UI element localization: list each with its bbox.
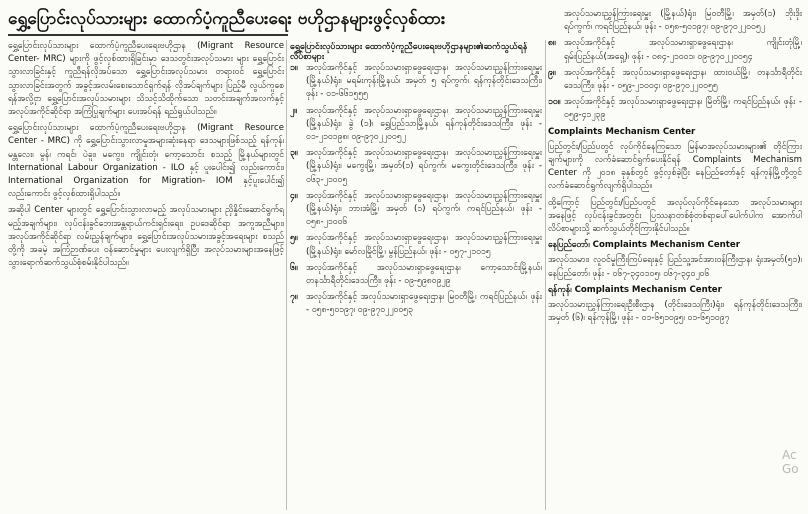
address-list-heading: ရွှေ့ပြောင်းလုပ်သားများ ထောက်ပံ့ကူညီပေးရေးဗဟိုဌာနများ၏ဆက်သွယ်ရန် လိပ်စာများ xyxy=(290,42,528,62)
column-divider xyxy=(286,40,287,510)
intro-paragraph: ရွှေ့ပြောင်းလုပ်သားများ ထောက်ပံ့ကူညီပေးရေးဗဟိုဌာန (Migrant Resource Center - MRC) ကို ရွှေ့ပြောင်းသွားလာမှုအများဆုံးနေရာ ဒေသများဖြစ်သည့် ရန်ကုန်၊ မန္တလေး၊ မွန်၊ ကရင်၊ ပဲခူး၊ မကွေး၊ ကျိုင်းတုံ၊ ကော့သောင်း စသည့် မြို့နယ်များတွင် International Labour Organization - ILO နှင့် ပူးပေါင်း၍ လည်းကောင်း၊ International Organization for Migration- IOM နှင့်ပူးပေါင်း၍ လည်းကောင်း ဖွင့်လှစ်ထားရှိပါသည်။ xyxy=(8,123,284,200)
entry-text: အလုပ်အကိုင်နှင့် အလုပ်သမားရှာဖွေရေးဌာန၊ အလုပ်သမားညွှန်ကြားရေးမှူး (မြို့နယ်)ရုံး၊ မော်လမြိုင်မြို့၊ မွန်ပြည်နယ်၊ ဖုန်း - ၀၅၇-၂၁၀၁၅ xyxy=(306,233,542,257)
headline-rule xyxy=(8,34,288,36)
address-entry xyxy=(290,62,542,102)
entry-number: ၃။ xyxy=(290,148,298,159)
address-entry xyxy=(290,147,542,187)
intro-paragraph: ရွှေ့ပြောင်းလုပ်သားများ ထောက်ပံ့ကူညီပေးရေးဗဟိုဌာန (Migrant Resource Center- MRC) များကို ဖွင့်လှစ်ထားရှိခြင်းမှာ ဒေသတွင်းအလုပ်သမား များ ရွှေ့ပြောင်းသွားလာခြင်းနှင့် ကူညီရန်လိုအပ်သော ရွှေ့ပြောင်းအလုပ်သမား တရားဝင် ရွှေ့ပြောင်းသွားလာခြင်းအတွက် အခွင့်အလမ်းစေးသောင်ရှက်ရန် လိုအပ်ချက်များ ပြည့်မီ လွယ်ကူစေရန်အလို့ငှာ ရွှေ့ပြောင်းအလုပ်သမားများ သိသင့်သိထိုက်သော သတင်းအချက်အလက်နှင့် အလုပ်အကိုင်ဆိုင်ရာ အကြံပြုချက်များ ပေးအပ်ရန် ရည်ရွယ်ပါသည်။ xyxy=(8,41,284,118)
entry-text: အလုပ်အကိုင်နှင့် အလုပ်သမားရှာဖွေရေးဌာန၊ မြိတ်မြို့၊ ကရင်ပြည်နယ်၊ ဖုန်း - ၀၅၉-၄၁၂၃၉ xyxy=(564,97,802,121)
office-heading-yangon: ရန်ကုန်၊ Complaints Mechanism Center xyxy=(548,284,722,295)
address-entry xyxy=(548,8,802,34)
office-address-yangon: အလုပ်သမားညွှန်ကြားရေးဦးစီးဌာန (တိုင်းဒေသကြီး)ရုံး၊ ရန်ကုန်တိုင်းဒေသကြီး၊ အမှတ် (၆)၊ ရန်ကုန်မြို့၊ ဖုန်း - ၀၁-၆၅၁၀၉၅၊ ၀၁-၆၅၁၀၉၇ xyxy=(548,300,802,324)
address-entry xyxy=(290,262,542,288)
entry-text: အလုပ်အကိုင်နှင့် အလုပ်သမားရှာဖွေရေးဌာန၊ အလုပ်သမားညွှန်ကြားရေးမှူး (မြို့နယ်)ရုံး၊ ခွဲ (၁)၊ ရွှေပြည်သာမြို့နယ်၊ ရန်ကုန်တိုင်းဒေသကြီး၊ ဖုန်း - ၀၁-၂၁၀၁၉၈၊ ၀၉-၉၇၀၂၂၀၀၅၂ xyxy=(306,105,542,143)
activation-watermark: Ac Go xyxy=(782,448,799,476)
entry-text: အလုပ်အကိုင်နှင့် အလုပ်သမားရှာဖွေရေးဌာန၊ ထားဝယ်မြို့၊ တနင်္သာရီတိုင်းဒေသကြီး၊ ဖုန်း - ၀၅၉-၂၁၀၀၄၊ ၀၉-၉၇၀၂၂၀၀၅၅ xyxy=(564,67,802,92)
entry-number: ၁။ xyxy=(290,63,298,73)
entry-number: ၈။ xyxy=(548,38,556,49)
complaints-heading: Complaints Mechanism Center xyxy=(548,126,696,137)
entry-text: အလုပ်အကိုင်နှင့် အလုပ်သမားရှာဖွေရေးဌာန၊ အလုပ်သမားညွှန်ကြားရေးမှူး (မြို့နယ်)ရုံး၊ မရမ်းကုန်းမြို့နယ်၊ အမှတ် ၅ ရပ်ကွက်၊ ရန်ကုန်တိုင်းဒေသကြီး၊ ဖုန်း - ၀၁-၆၆၁၅၅၅ xyxy=(306,63,542,100)
entry-text: အလုပ်အကိုင်နှင့် အလုပ်သမားရှာဖွေရေးဌာန၊ မြဝတီမြို့၊ ကရင်ပြည်နယ်၊ ဖုန်း - ၀၅၈-၅၀၁၉၇၊ ၀၉-၉၇၀၂၂၀၀၅၃ xyxy=(306,292,542,316)
entry-number: ၁၀။ xyxy=(548,97,561,108)
page-headline: ရွှေ့ပြောင်းလုပ်သားများ ထောက်ပံ့ကူညီပေးရေး ဗဟိုဌာနများဖွင့်လှစ်ထား xyxy=(8,9,446,29)
entry-number: ၉။ xyxy=(548,67,556,78)
address-entry xyxy=(290,190,542,230)
entry-number: ၆။ xyxy=(290,262,298,273)
complaints-paragraph: ပြည်တွင်း/ပြည်ပတွင် လုပ်ကိုင်နေကြသော မြန်မာအလုပ်သမားများ၏ တိုင်ကြားချက်များကို လက်ခံဆောင်ရွက်ပေးနိုင်ရန် Complaints Mechanism Center ကို ၂၀၁၈ ခုနှစ်တွင် ဖွင့်လှစ်ခဲ့ပြီး နေပြည်တော်နှင့် ရန်ကုန်မြို့တို့တွင် လက်ခံဆောင်ရွက်လျက်ရှိပါသည်။ xyxy=(548,141,802,192)
column-divider xyxy=(545,40,546,510)
address-entry xyxy=(548,37,802,63)
address-entry xyxy=(548,96,802,122)
entry-text: အလုပ်အကိုင်နှင့် အလုပ်သမားရှာဖွေရေးဌာန၊ အလုပ်သမားညွှန်ကြားရေးမှူး (မြို့နယ်)ရုံး၊ မကွေးမြို့၊ အမှတ်(၁) ရပ်ကွက်၊ မကွေးတိုင်းဒေသကြီး၊ ဖုန်း - ၀၆၃-၂၁၀၀၅ xyxy=(306,148,542,185)
entry-text: အလုပ်သမားညွှန်ကြားရေးမှူး (မြို့နယ်)ရုံး၊ မြဝတီမြို့၊ အမှတ်(၁) ဘိုးဒိုးရပ်ကွက်၊ ကရင်ပြည်နယ်၊ ဖုန်း - ၀၅၈-၅၀၁၉၇၊ ၀၉-၉၇၀၂၂၀၀၅၂ xyxy=(564,9,802,33)
entry-number: ၂။ xyxy=(290,105,297,116)
complaints-paragraph: ထို့ကြောင့် ပြည်တွင်း/ပြည်ပတွင် အလုပ်လုပ်ကိုင်နေသော အလုပ်သမားများအနေဖြင့် လုပ်ငန်းခွင်အတွင်း ပြဿနာတစ်စုံတစ်ရာပေါ်ပေါက်ပါက အောက်ပါလိပ်စာများသို့ ဆက်သွယ်တိုင်ကြားနိုင်ပါသည်။ xyxy=(548,197,802,235)
office-address-naypyitaw: အလုပ်သမား၊ လူဝင်မှုကြီးကြပ်ရေးနှင့် ပြည်သူ့အင်အားဝန်ကြီးဌာန၊ ရုံးအမှတ်(၅၁)၊ နေပြည်တော်၊ ဖုန်း - ၀၆၇-၃၄၀၁၀၅၊ ၀၆၇-၃၄၀၂၀၆ xyxy=(548,255,802,279)
entry-text: အလုပ်အကိုင်နှင့် အလုပ်သမားရှာဖွေရေးဌာန၊ ကျိုင်းတုံမြို့၊ ရှမ်းပြည်နယ်(အရှေ့)၊ ဖုန်း - ၀၈၄-၂၁၀၀၁၊ ၀၉-၉၇၀၂၂၀၀၅၄ xyxy=(564,38,802,62)
address-entry xyxy=(290,291,542,317)
address-list-column xyxy=(290,62,542,510)
office-heading-naypyitaw: နေပြည်တော်၊ Complaints Mechanism Center xyxy=(548,240,740,251)
address-entry xyxy=(290,105,542,145)
entry-text: အလုပ်အကိုင်နှင့် အလုပ်သမားရှာဖွေရေးဌာန၊ ကော့သောင်းမြို့နယ်၊ တနင်္သာရီတိုင်းဒေသကြီး၊ ဖုန်း - ၀၉-၅၉၈၀၉၂၉ xyxy=(306,262,542,287)
address-entry xyxy=(548,67,802,93)
intro-column xyxy=(8,40,284,510)
intro-paragraph: အဆိုပါ Center များတွင် ရွှေ့ပြောင်းသွားလာမည့် အလုပ်သမားများ ညှိနှိုင်းဆောင်ရွက်ရမည့်အချက်များ၊ လုပ်ငန်းခွင်ဘေးအန္တရာယ်ကင်းရှင်းရေး၊ ဥပဒေဆိုင်ရာ အကူအညီများ၊ အလုပ်အကိုင်ဆိုင်ရာ လမ်းညွှန်ချက်များ၊ ရွှေ့ပြောင်းအလုပ်သမားအခွင့်အရေးများ စသည်တို့ကို အခမဲ့ အကြံဉာဏ်ပေး ဝန်ဆောင်မှုများ ပေးလျက်ရှိပြီး အလုပ်သမားများအနေဖြင့် သွားရောက်ဆက်သွယ်စုံစမ်းနိုင်ပါသည်။ xyxy=(8,205,284,269)
entry-number: ၄။ xyxy=(290,190,298,201)
entry-number: ၅။ xyxy=(290,233,298,244)
entry-number: ၇။ xyxy=(290,292,298,303)
entry-number xyxy=(548,8,564,34)
address-entry xyxy=(290,232,542,258)
right-column xyxy=(548,8,802,510)
entry-text: အလုပ်အကိုင်နှင့် အလုပ်သမားရှာဖွေရေးဌာန၊ အလုပ်သမားညွှန်ကြားရေးမှူး (မြို့နယ်)ရုံး၊ ဘားအံမြို့၊ အမှတ် (၁) ရပ်ကွက်၊ ကရင်ပြည်နယ်၊ ဖုန်း - ၀၅၈-၂၁၀၀၆ xyxy=(306,190,542,228)
